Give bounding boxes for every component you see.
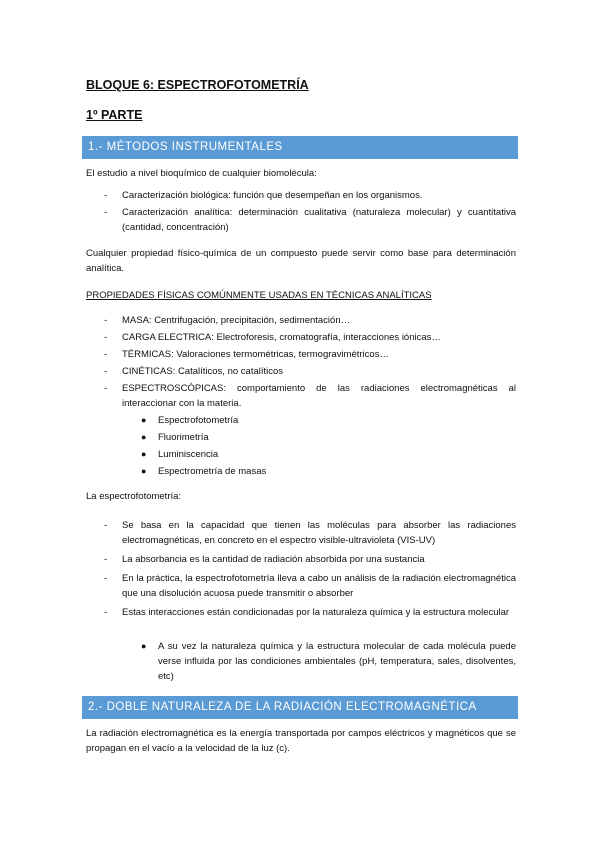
dash-marker: - (104, 383, 108, 394)
bullet-marker: ● (141, 449, 147, 459)
list-item: TÉRMICAS: Valoraciones termométricas, termogravimétricos… (122, 349, 389, 360)
sub-list-item: Fluorimetría (158, 432, 209, 443)
list-item: CARGA ELECTRICA: Electroforesis, cromatografía, interacciones iónicas… (122, 332, 441, 343)
list-item: ESPECTROSCÓPICAS: comportamiento de las radiaciones electromagnéticas al interaccionar con la materia. (122, 383, 516, 409)
bullet-marker: ● (141, 466, 147, 476)
list-item: En la práctica, la espectrofotometría lleva a cabo un análisis de la radiación electromagnética que una disolución acuosa puede transmitir o absorber (122, 573, 516, 599)
dash-marker: - (104, 554, 108, 565)
list-item: CINÉTICAS: Catalíticos, no catalíticos (122, 366, 284, 377)
bullet-marker: ● (141, 432, 147, 442)
subheading: PROPIEDADES FÍSICAS COMÚNMENTE USADAS EN TÉCNICAS ANALÍTICAS (86, 290, 432, 301)
list-item: MASA: Centrifugación, precipitación, sedimentación… (122, 315, 351, 326)
dash-marker: - (104, 607, 108, 618)
dash-marker: - (104, 207, 108, 218)
dash-marker: - (104, 573, 108, 584)
section-heading-2: 2.- DOBLE NATURALEZA DE LA RADIACIÓN ELECTROMAGNÉTICA (82, 696, 518, 719)
nested-list-item: A su vez la naturaleza química y la estructura molecular de cada molécula puede verse influida por las condiciones ambientales (pH, temperatura, sales, disolventes, etc) (158, 641, 516, 682)
list-item: Caracterización biológica: función que desempeñan en los organismos. (122, 190, 423, 201)
dash-marker: - (104, 190, 108, 201)
paragraph: La radiación electromagnética es la energía transportada por campos eléctricos y magnéticos que se propagan en el vacío a la velocidad de la luz (c). (86, 728, 516, 754)
dash-marker: - (104, 315, 108, 326)
dash-marker: - (104, 349, 108, 360)
part-title: 1º PARTE (86, 108, 143, 122)
list-item: Caracterización analítica: determinación cualitativa (naturaleza molecular) y cuantitativa (cantidad, concentración) (122, 207, 516, 233)
bullet-marker: ● (141, 415, 147, 425)
sub-list-item: Espectrometría de masas (158, 466, 267, 477)
document-title: BLOQUE 6: ESPECTROFOTOMETRÍA (86, 78, 309, 92)
dash-marker: - (104, 366, 108, 377)
section-heading-1: 1.- MÉTODOS INSTRUMENTALES (82, 136, 518, 159)
sub-list-item: Espectrofotometría (158, 415, 239, 426)
dash-marker: - (104, 332, 108, 343)
list-item: Se basa en la capacidad que tienen las moléculas para absorber las radiaciones electromagnéticas, en concreto en el espectro visible-ultravioleta (VIS-UV) (122, 520, 516, 546)
intro-text: El estudio a nivel bioquímico de cualquier biomolécula: (86, 168, 317, 179)
bullet-marker: ● (141, 641, 147, 651)
list-item: La absorbancia es la cantidad de radiación absorbida por una sustancia (122, 554, 425, 565)
dash-marker: - (104, 520, 108, 531)
paragraph: La espectrofotometría: (86, 491, 182, 502)
paragraph: Cualquier propiedad físico-química de un compuesto puede servir como base para determinación analítica. (86, 248, 516, 274)
sub-list-item: Luminiscencia (158, 449, 219, 460)
list-item: Estas interacciones están condicionadas por la naturaleza química y la estructura molecular (122, 607, 510, 618)
